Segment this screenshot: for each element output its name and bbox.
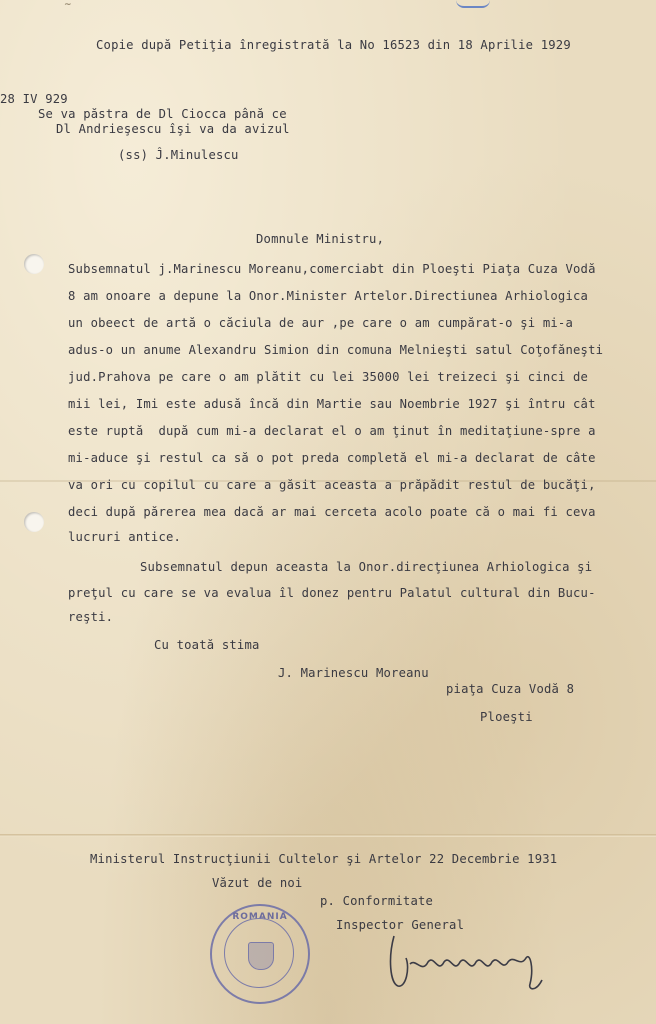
signer-name: J. Marinescu Moreanu: [278, 666, 429, 680]
crest-icon: [248, 942, 274, 970]
body-line: mii lei, Imi este adusă încă din Martie sau Noembrie 1927 şi întru cât: [68, 397, 596, 411]
body-line: adus-o un anume Alexandru Simion din comuna Melnieşti satul Coţofăneşti: [68, 343, 604, 357]
blue-ink-mark: [456, 0, 490, 8]
body-line: preţul cu care se va evalua îl donez pentru Palatul cultural din Bucu-: [68, 586, 596, 600]
punch-hole: [24, 254, 44, 274]
conformity-line: p. Conformitate: [320, 894, 434, 908]
inspector-line: Inspector General: [336, 918, 465, 932]
closing: Cu toată stima: [154, 638, 260, 652]
body-line: 8 am onoare a depune la Onor.Minister Artelor.Directiunea Arhiologica: [68, 289, 589, 303]
signer-address: piaţa Cuza Vodă 8: [446, 682, 575, 696]
body-line: mi-aduce şi restul ca să o pot preda completă el mi-a declarat de câte: [68, 451, 596, 465]
ministry-line: Ministerul Instrucţiunii Cultelor şi Artelor 22 Decembrie 1931: [90, 852, 558, 866]
body-line: este ruptă după cum mi-a declarat el o am ţinut în meditaţiune-spre a: [68, 424, 596, 438]
paper-fold: [0, 834, 656, 837]
body-line: Subsemnatul depun aceasta la Onor.direcţiunea Arhiologica şi: [140, 560, 593, 574]
resolution-line: Dl Andrieşescu îşi va da avizul: [56, 122, 290, 136]
stamp-text: ROMANIA: [232, 912, 288, 922]
pencil-mark: ~: [64, 0, 72, 10]
signer-city: Ploeşti: [480, 710, 533, 724]
body-line: jud.Prahova pe care o am plătit cu lei 35000 lei treizeci şi cinci de: [68, 370, 589, 384]
body-line: reşti.: [68, 610, 114, 624]
salutation: Domnule Ministru,: [256, 232, 385, 246]
handwritten-signature: [380, 928, 550, 998]
body-line: Subsemnatul j.Marinescu Moreanu,comerciabt din Ploeşti Piaţa Cuza Vodă: [68, 262, 596, 276]
seen-line: Văzut de noi: [212, 876, 303, 890]
official-stamp: [210, 904, 310, 1004]
body-line: deci după părerea mea dacă ar mai cerceta acolo poate că o mai fi ceva: [68, 505, 596, 519]
header-line: Copie după Petiţia înregistrată la No 16523 din 18 Aprilie 1929: [96, 38, 571, 52]
margin-date: 28 IV 929: [0, 92, 68, 106]
body-line: va ori cu copilul cu care a găsit aceasta a prăpădit restul de bucăţi,: [68, 478, 596, 492]
resolution-signature: (ss) Ĵ.Minulescu: [118, 148, 239, 162]
punch-hole: [24, 512, 44, 532]
body-line: lucruri antice.: [68, 530, 182, 544]
resolution-line: Se va păstra de Dl Ciocca până ce: [38, 107, 287, 121]
body-line: un obeect de artă o căciula de aur ,pe care o am cumpărat-o şi mi-a: [68, 316, 574, 330]
